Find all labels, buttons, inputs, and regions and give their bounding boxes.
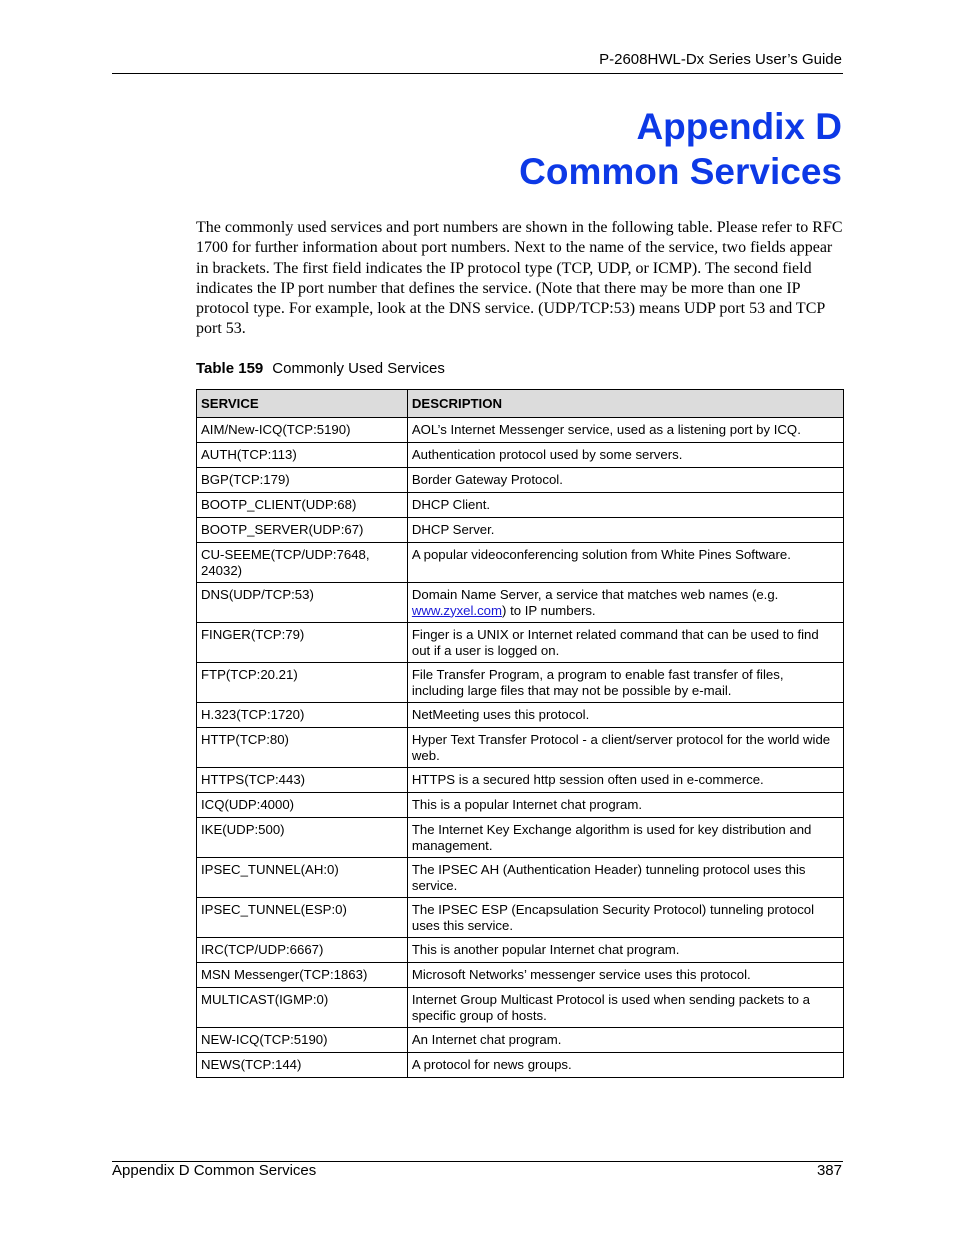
description-cell: Border Gateway Protocol. [407, 468, 843, 493]
service-cell: BOOTP_SERVER(UDP:67) [197, 518, 408, 543]
table-row [197, 793, 844, 818]
service-cell: AUTH(TCP:113) [197, 443, 408, 468]
table-number: Table 159 [196, 360, 264, 377]
service-cell: BGP(TCP:179) [197, 468, 408, 493]
description-cell: File Transfer Program, a program to enable fast transfer of files, including large files that may not be possible by e-mail. [407, 663, 843, 703]
description-cell: Microsoft Networks’ messenger service uses this protocol. [407, 963, 843, 988]
table-row [197, 493, 844, 518]
description-text: Domain Name Server, a service that matches web names (e.g. [411, 587, 779, 602]
column-header-service: SERVICE [197, 390, 408, 418]
service-cell: HTTPS(TCP:443) [197, 768, 408, 793]
description-cell: This is a popular Internet chat program. [407, 793, 843, 818]
page-number: 387 [816, 1162, 842, 1179]
description-cell: HTTPS is a secured http session often used in e-commerce. [407, 768, 843, 793]
description-cell: The IPSEC AH (Authentication Header) tunneling protocol uses this service. [407, 858, 843, 898]
table-row [197, 468, 844, 493]
description-cell: Hyper Text Transfer Protocol - a client/server protocol for the world wide web. [407, 728, 843, 768]
column-header-description: DESCRIPTION [407, 390, 843, 418]
description-cell: Finger is a UNIX or Internet related command that can be used to find out if a user is logged on. [407, 623, 843, 663]
table-row [197, 418, 844, 443]
description-cell: NetMeeting uses this protocol. [407, 703, 843, 728]
table-row [197, 818, 844, 858]
table-row [197, 898, 844, 938]
service-cell: IPSEC_TUNNEL(AH:0) [197, 858, 408, 898]
service-cell: NEW-ICQ(TCP:5190) [197, 1028, 408, 1053]
description-cell: A popular videoconferencing solution from White Pines Software. [407, 543, 843, 583]
title-line-2: Common Services [519, 151, 842, 192]
title-line-1: Appendix D [636, 106, 842, 147]
service-cell: FINGER(TCP:79) [197, 623, 408, 663]
description-cell: DHCP Client. [407, 493, 843, 518]
description-cell: A protocol for news groups. [407, 1053, 843, 1078]
service-cell: HTTP(TCP:80) [197, 728, 408, 768]
service-cell: DNS(UDP/TCP:53) [197, 583, 408, 623]
service-cell: AIM/New-ICQ(TCP:5190) [197, 418, 408, 443]
description-cell: An Internet chat program. [407, 1028, 843, 1053]
services-table [196, 389, 844, 1078]
service-cell: MSN Messenger(TCP:1863) [197, 963, 408, 988]
table-row [197, 938, 844, 963]
intro-paragraph: The commonly used services and port numbers are shown in the following table. Please refer to RFC 1700 for further information about port numbers. Next to the name of the service, two fields appear in brackets. The first field indicates the IP protocol type (TCP, UDP, or ICMP). The second field indicates the IP port number that defines the service. (Note that there may be more than one IP protocol type. For example, look at the DNS service. (UDP/TCP:53) means UDP port 53 and TCP port 53. [196, 219, 843, 338]
table-row [197, 768, 844, 793]
table-row [197, 1028, 844, 1053]
description-text: ) to IP numbers. [502, 602, 596, 618]
running-header: P-2608HWL-Dx Series User’s Guide [599, 51, 842, 68]
service-cell: FTP(TCP:20.21) [197, 663, 408, 703]
service-cell: H.323(TCP:1720) [197, 703, 408, 728]
table-row [197, 543, 844, 583]
service-cell: BOOTP_CLIENT(UDP:68) [197, 493, 408, 518]
description-cell: The Internet Key Exchange algorithm is used for key distribution and management. [407, 818, 843, 858]
description-cell: Authentication protocol used by some servers. [407, 443, 843, 468]
service-cell: NEWS(TCP:144) [197, 1053, 408, 1078]
description-cell: The IPSEC ESP (Encapsulation Security Protocol) tunneling protocol uses this service. [407, 898, 843, 938]
description-cell: Internet Group Multicast Protocol is used when sending packets to a specific group of hosts. [407, 988, 843, 1028]
header-divider [112, 73, 843, 74]
service-cell: IRC(TCP/UDP:6667) [197, 938, 408, 963]
description-cell: This is another popular Internet chat program. [407, 938, 843, 963]
description-cell: DHCP Server. [407, 518, 843, 543]
service-cell: CU-SEEME(TCP/UDP:7648, 24032) [197, 543, 408, 583]
service-cell: IKE(UDP:500) [197, 818, 408, 858]
description-cell [407, 583, 843, 623]
table-row [197, 1053, 844, 1078]
service-cell: IPSEC_TUNNEL(ESP:0) [197, 898, 408, 938]
table-body [197, 418, 844, 1078]
table-header-row [197, 390, 844, 418]
table-row [197, 728, 844, 768]
table-row [197, 858, 844, 898]
table-row [197, 583, 844, 623]
table-row [197, 518, 844, 543]
service-cell: MULTICAST(IGMP:0) [197, 988, 408, 1028]
table-row [197, 988, 844, 1028]
zyxel-link[interactable]: www.zyxel.com [411, 602, 503, 618]
table-row [197, 623, 844, 663]
table-row [197, 663, 844, 703]
table-row [197, 703, 844, 728]
service-cell: ICQ(UDP:4000) [197, 793, 408, 818]
table-caption-title: Commonly Used Services [272, 360, 445, 377]
table-row [197, 443, 844, 468]
table-caption [196, 360, 445, 378]
page-title [519, 104, 842, 194]
description-cell: AOL’s Internet Messenger service, used as a listening port by ICQ. [407, 418, 843, 443]
table-row [197, 963, 844, 988]
footer-section: Appendix D Common Services [112, 1162, 317, 1179]
